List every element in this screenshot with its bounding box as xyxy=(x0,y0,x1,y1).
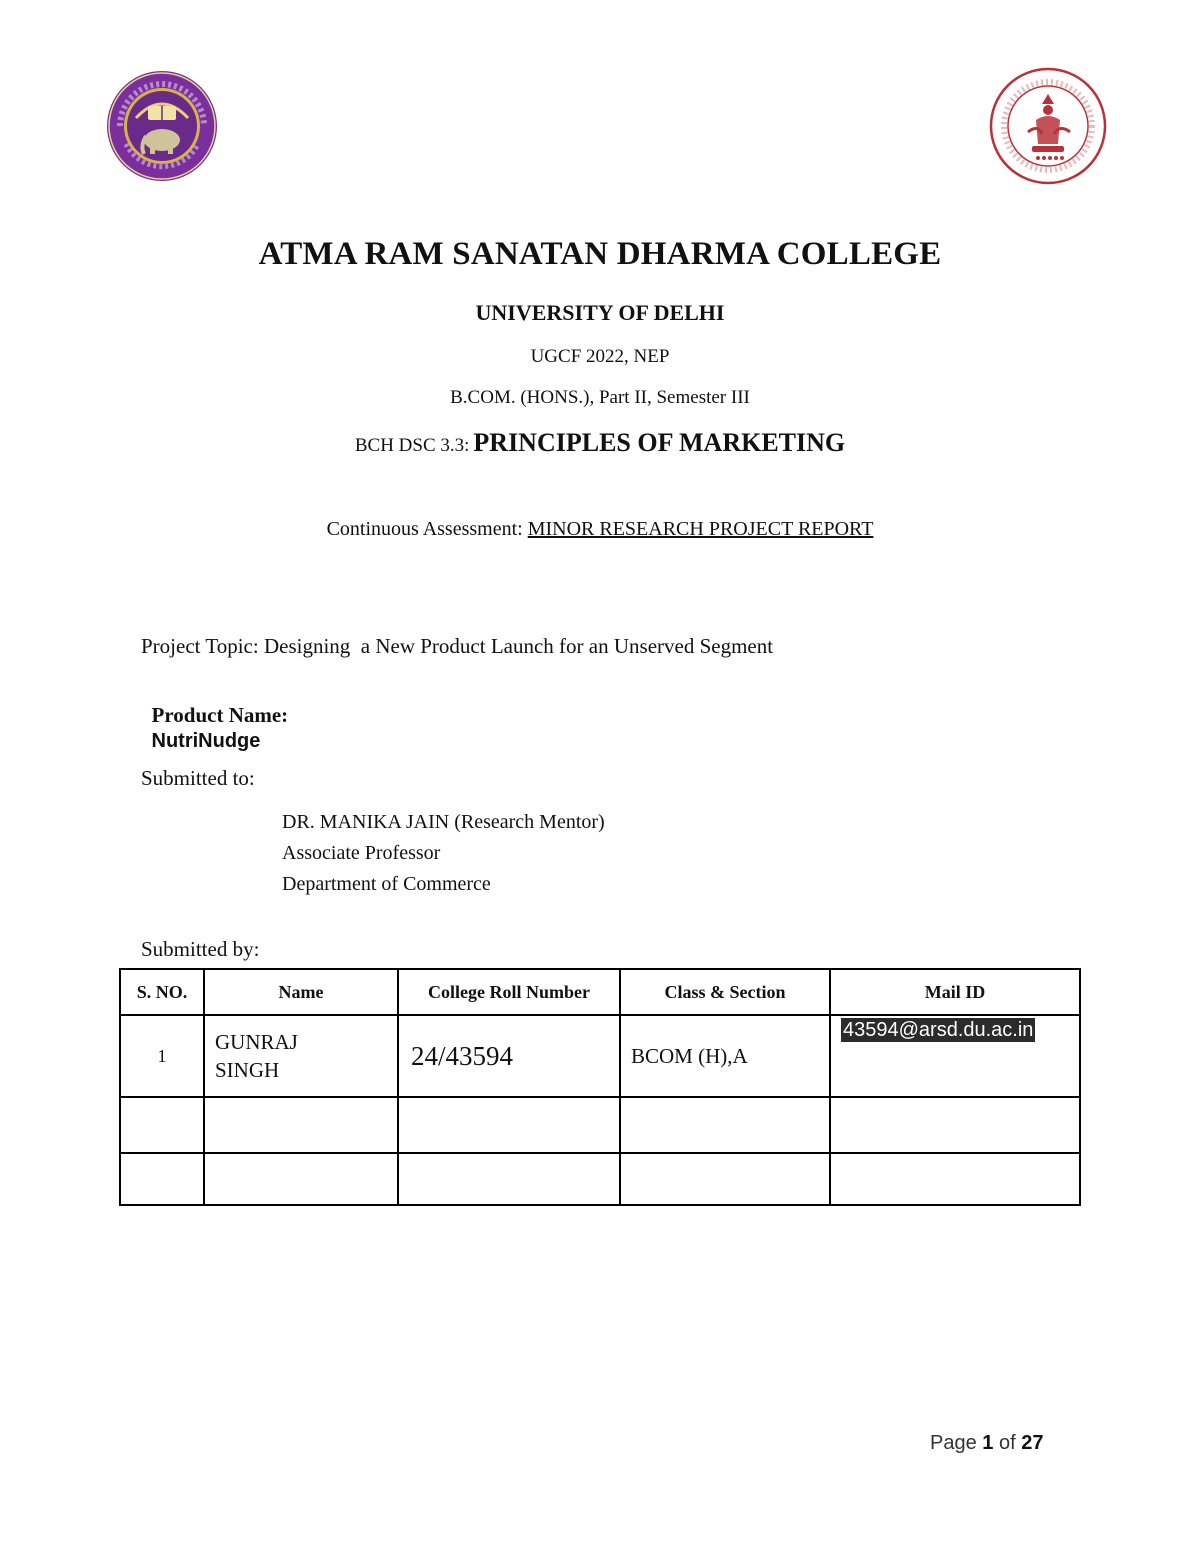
paper-code: BCH DSC 3.3: xyxy=(354,435,470,456)
empty-cell xyxy=(830,1153,1080,1205)
ugcf-line: UGCF 2022, NEP xyxy=(530,346,670,367)
arsd-college-logo xyxy=(988,66,1108,186)
name-line-1: GUNRAJ xyxy=(215,1030,298,1054)
project-topic: Project Topic: Designing a New Product Launch for an Unserved Segment xyxy=(141,634,774,658)
page-current: 1 xyxy=(982,1432,994,1454)
empty-cell xyxy=(120,1153,204,1205)
university-title: UNIVERSITY OF DELHI xyxy=(475,300,725,325)
page-total: 27 xyxy=(1021,1432,1044,1454)
cell-mail xyxy=(830,1015,1080,1097)
header-name: Name xyxy=(204,969,398,1015)
students-table xyxy=(119,968,1081,1206)
cell-class: BCOM (H),A xyxy=(620,1015,830,1097)
mentor-designation: Associate Professor xyxy=(282,842,441,864)
course-line: B.COM. (HONS.), Part II, Semester III xyxy=(450,387,750,408)
assessment-line xyxy=(0,518,1200,541)
assessment-title: MINOR RESEARCH PROJECT REPORT xyxy=(527,518,874,540)
of-label: of xyxy=(998,1432,1016,1454)
header-roll: College Roll Number xyxy=(398,969,620,1015)
header-class: Class & Section xyxy=(620,969,830,1015)
empty-cell xyxy=(204,1153,398,1205)
paper-title: PRINCIPLES OF MARKETING xyxy=(473,428,846,457)
mail-link[interactable]: 43594@arsd.du.ac.in xyxy=(843,1019,1034,1041)
assessment-label: Continuous Assessment: xyxy=(326,518,523,540)
product-name-line xyxy=(141,678,288,753)
table-row xyxy=(120,1153,1080,1205)
header-sno: S. NO. xyxy=(120,969,204,1015)
university-of-delhi-logo xyxy=(106,70,218,182)
cell-name xyxy=(204,1015,398,1097)
empty-cell xyxy=(830,1097,1080,1153)
table-row xyxy=(120,1097,1080,1153)
paper-line xyxy=(0,428,1200,458)
submitted-by-label: Submitted by: xyxy=(141,937,260,961)
page-label: Page xyxy=(930,1432,977,1454)
empty-cell xyxy=(398,1097,620,1153)
college-title: ATMA RAM SANATAN DHARMA COLLEGE xyxy=(258,236,942,272)
empty-cell xyxy=(120,1097,204,1153)
product-name-label: Product Name: xyxy=(151,703,289,727)
mentor-department: Department of Commerce xyxy=(282,873,491,895)
cell-roll: 24/43594 xyxy=(398,1015,620,1097)
header-mail: Mail ID xyxy=(830,969,1080,1015)
empty-cell xyxy=(398,1153,620,1205)
empty-cell xyxy=(204,1097,398,1153)
empty-cell xyxy=(620,1153,830,1205)
table-header-row xyxy=(120,969,1080,1015)
submitted-to-label: Submitted to: xyxy=(141,766,255,790)
table-row xyxy=(120,1015,1080,1097)
mentor-name: DR. MANIKA JAIN (Research Mentor) xyxy=(282,811,605,833)
name-line-2: SINGH xyxy=(215,1058,280,1082)
cell-sno: 1 xyxy=(120,1015,204,1097)
page-number xyxy=(930,1432,1043,1455)
product-name-value: NutriNudge xyxy=(151,730,261,752)
empty-cell xyxy=(620,1097,830,1153)
